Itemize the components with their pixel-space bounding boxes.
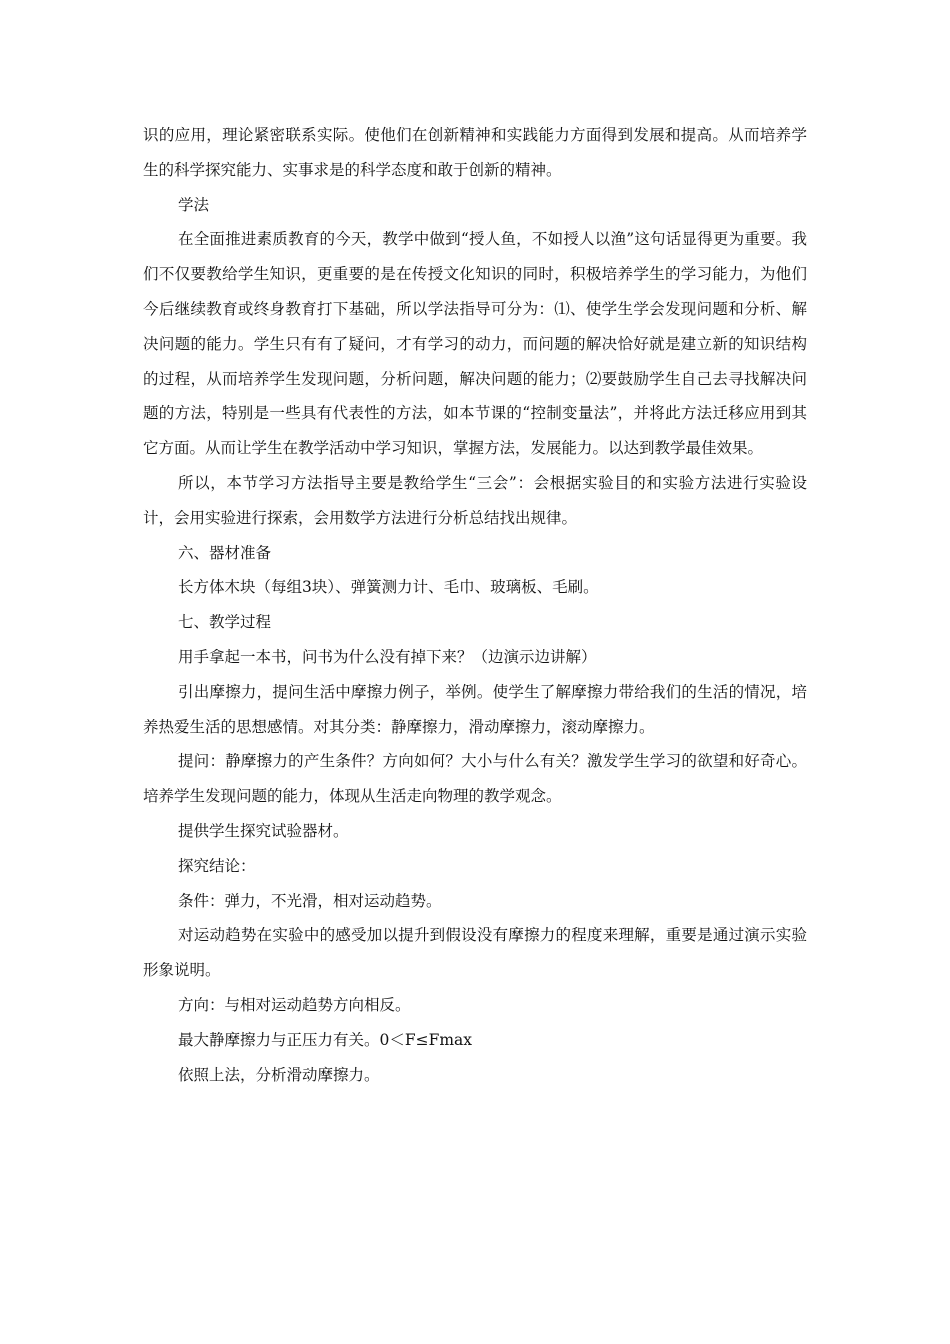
paragraph-questions: 提问：静摩擦力的产生条件？方向如何？大小与什么有关？激发学生学习的欲望和好奇心。培养学生发现问题的能力，体现从生活走向物理的教学观念。 bbox=[143, 752, 807, 806]
heading-teaching-process: 七、教学过程 bbox=[178, 613, 272, 632]
document-body bbox=[143, 118, 807, 1092]
paragraph-provide-equipment: 提供学生探究试验器材。 bbox=[178, 821, 349, 840]
paragraph-equipment-list: 长方体木块（每组3块）、弹簧测力计、毛巾、玻璃板、毛刷。 bbox=[178, 578, 599, 597]
heading-equipment: 六、器材准备 bbox=[178, 543, 272, 562]
paragraph-motion-tendency: 对运动趋势在实验中的感受加以提升到假设没有摩擦力的程度来理解，重要是通过演示实验形象说明。 bbox=[143, 926, 807, 980]
paragraph-continuation: 识的应用，理论紧密联系实际。使他们在创新精神和实践能力方面得到发展和提高。从而培养学生的科学探究能力、实事求是的科学态度和敢于创新的精神。 bbox=[143, 126, 807, 179]
paragraph-study-method: 在全面推进素质教育的今天，教学中做到“授人鱼，不如授人以渔”这句话显得更为重要。我们不仅要教给学生知识，更重要的是在传授文化知识的同时，积极培养学生的学习能力，为他们今后继续教育或终身教育打下基础，所以学法指导可分为：⑴、使学生学会发现问题和分析、解决问题的能力。学生只有有了疑问，才有学习的动力，而问题的解决恰好就是建立新的知识结构的过程，从而培养学生发现问题，分析问题，解决问题的能力；⑵要鼓励学生自己去寻找解决问题的方法，特别是一些具有代表性的方法，如本节课的“控制变量法”，并将此方法迁移应用到其它方面。从而让学生在教学活动中学习知识，掌握方法，发展能力。以达到教学最佳效果。 bbox=[143, 230, 807, 458]
paragraph-max-static-friction: 最大静摩擦力与正压力有关。0＜F≤Fmax bbox=[178, 1030, 473, 1049]
paragraph-sliding-friction: 依照上法，分析滑动摩擦力。 bbox=[178, 1065, 380, 1084]
paragraph-direction: 方向：与相对运动趋势方向相反。 bbox=[178, 995, 411, 1014]
paragraph-three-skills: 所以，本节学习方法指导主要是教给学生“三会”：会根据实验目的和实验方法进行实验设计，会用实验进行探索，会用数学方法进行分析总结找出规律。 bbox=[143, 473, 807, 527]
paragraph-book-demo: 用手拿起一本书，问书为什么没有掉下来？（边演示边讲解） bbox=[178, 647, 597, 666]
paragraph-conditions: 条件：弹力，不光滑，相对运动趋势。 bbox=[178, 891, 442, 910]
paragraph-conclusion-heading: 探究结论： bbox=[178, 856, 256, 875]
heading-study-method: 学法 bbox=[178, 195, 210, 214]
paragraph-introduce-friction: 引出摩擦力，提问生活中摩擦力例子，举例。使学生了解摩擦力带给我们的生活的情况，培养热爱生活的思想感情。对其分类：静摩擦力，滑动摩擦力，滚动摩擦力。 bbox=[143, 682, 807, 736]
